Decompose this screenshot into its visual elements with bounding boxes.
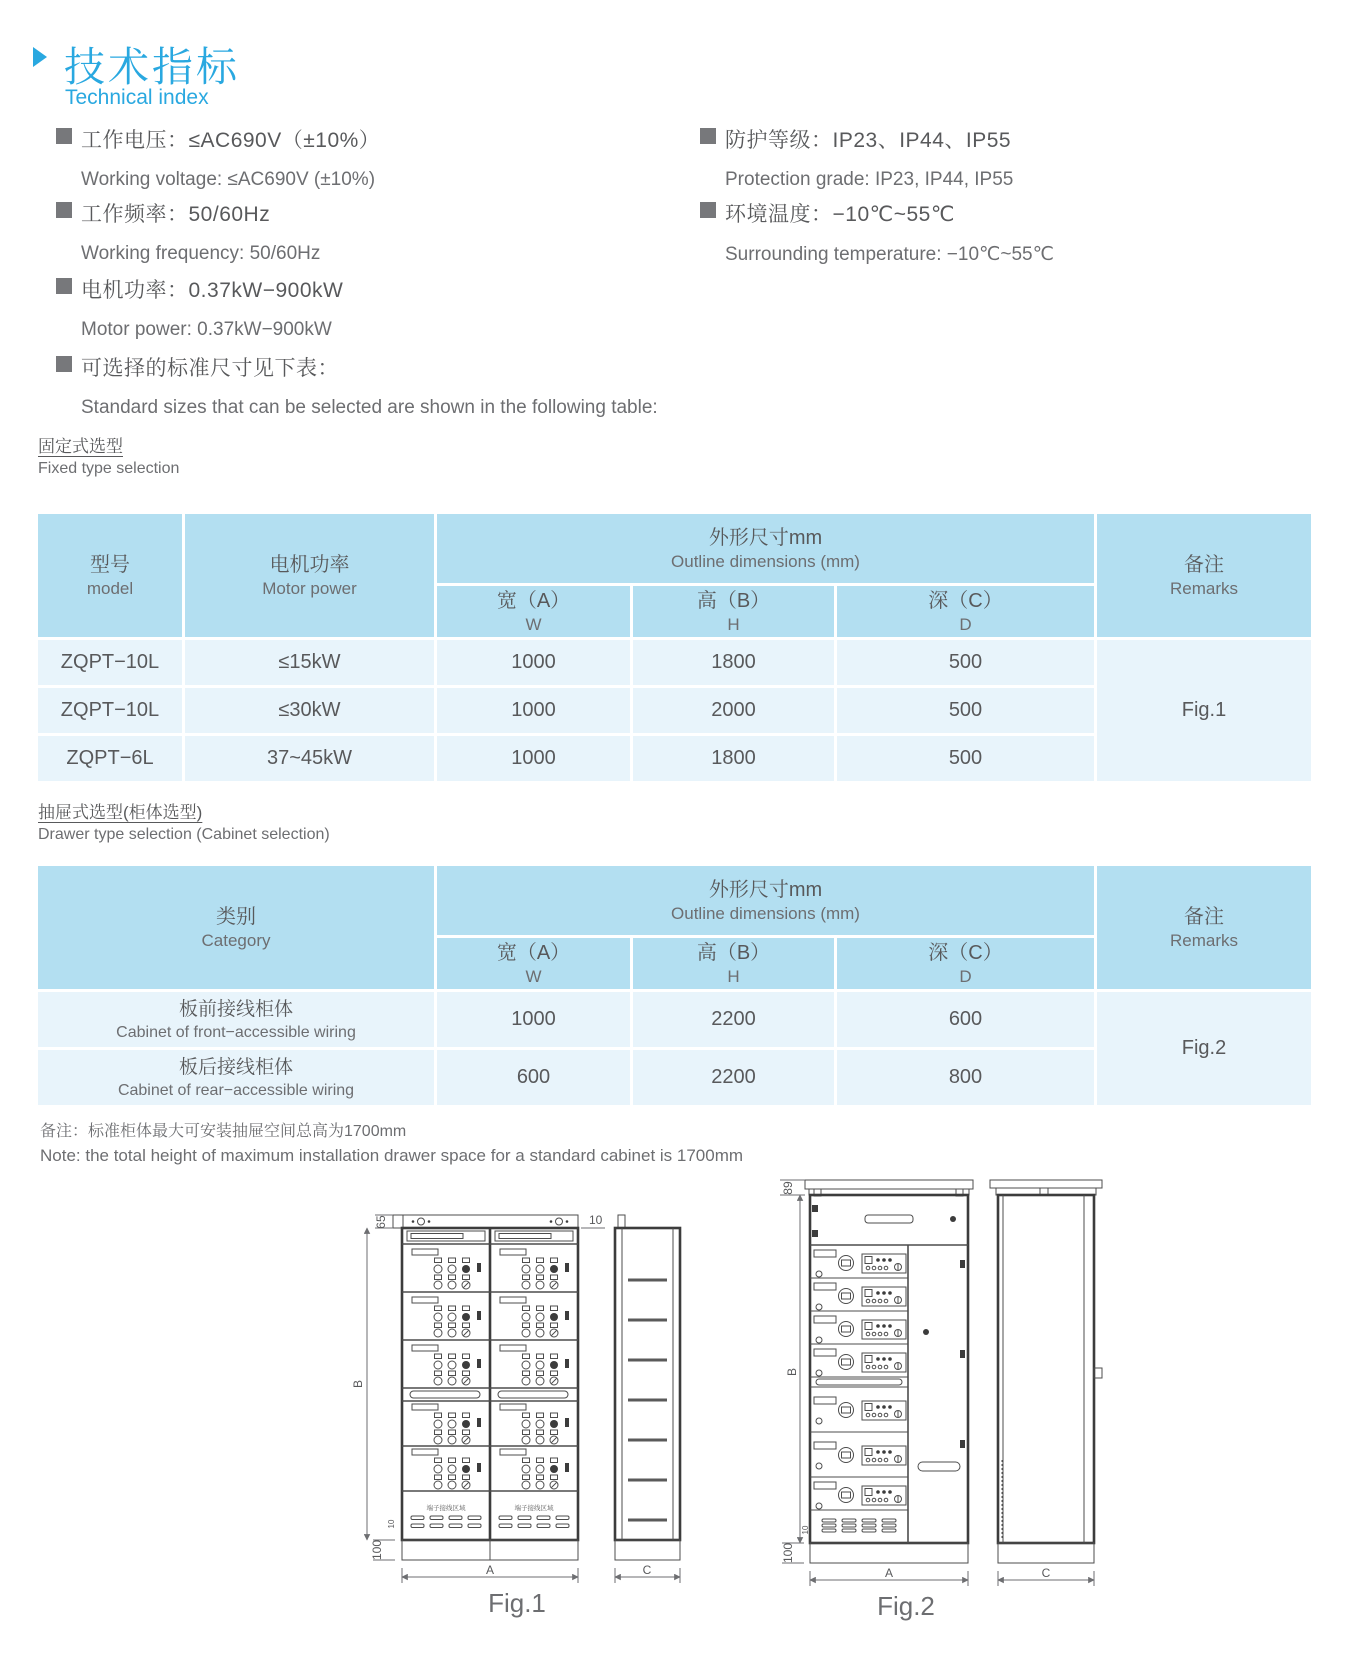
spec-surrounding-temperature — [700, 198, 1054, 266]
col-header-power: 电机功率 Motor power — [184, 513, 436, 639]
cell-height: 1800 — [632, 639, 836, 687]
cell-model: ZQPT−10L — [37, 687, 184, 735]
cell-depth: 800 — [836, 1049, 1096, 1107]
spec-en: Standard sizes that can be selected are shown in the following table: — [81, 397, 658, 418]
drawer-type-table — [35, 863, 1314, 1108]
fig2-cabinet-side — [998, 1195, 1094, 1543]
spec-zh: 防护等级：IP23、IP44、IP55 — [725, 129, 1012, 152]
cell-height: 1800 — [632, 735, 836, 783]
spec-working-voltage — [56, 124, 380, 191]
fig1-dim-lip: 10 — [589, 1213, 603, 1227]
cell-depth: 500 — [836, 735, 1096, 783]
cell-model: ZQPT−10L — [37, 639, 184, 687]
square-bullet-icon — [700, 202, 716, 218]
square-bullet-icon — [700, 128, 716, 144]
fig1-drawing — [345, 1180, 690, 1620]
spec-en: Working voltage: ≤AC690V (±10%) — [81, 169, 376, 190]
note-en: Note: the total height of maximum installation drawer space for a standard cabinet is 1700mm — [40, 1146, 744, 1165]
table-row — [37, 639, 1313, 687]
cell-category: 板后接线柜体 Cabinet of rear−accessible wiring — [37, 1049, 436, 1107]
col-header-height: 高（B） H — [632, 937, 836, 991]
cell-depth: 500 — [836, 687, 1096, 735]
fig2-dim-gap: 10 — [801, 1525, 810, 1535]
col-header-dimensions: 外形尺寸mm Outline dimensions (mm) — [436, 513, 1096, 585]
cell-height: 2200 — [632, 1049, 836, 1107]
cell-power: ≤15kW — [184, 639, 436, 687]
fig2-dim-height: B — [785, 1367, 799, 1377]
fig2-handle-bar — [816, 1379, 902, 1385]
cell-model: ZQPT−6L — [37, 735, 184, 783]
square-bullet-icon — [56, 128, 72, 144]
col-header-dimensions: 外形尺寸mm Outline dimensions (mm) — [436, 865, 1096, 937]
cell-depth: 500 — [836, 639, 1096, 687]
col-header-width: 宽（A） W — [436, 585, 632, 639]
fig1-dim-depth: C — [642, 1563, 652, 1577]
fig1-terminal-label: 端子接线区域 — [514, 1505, 554, 1512]
fig2-door-handle — [918, 1462, 960, 1471]
fig1-dim-base: 100 — [370, 1539, 384, 1561]
fig1-caption: Fig.1 — [488, 1588, 546, 1618]
cell-width: 1000 — [436, 735, 632, 783]
cell-category: 板前接线柜体 Cabinet of front−accessible wiring — [37, 991, 436, 1049]
fig2-top-plate — [805, 1180, 973, 1189]
spec-en: Surrounding temperature: −10℃~55℃ — [725, 244, 1054, 265]
fig2-dim-width: A — [884, 1566, 894, 1580]
col-header-width: 宽（A） W — [436, 937, 632, 991]
fig2-drawing — [710, 1110, 1110, 1655]
col-header-remarks: 备注 Remarks — [1096, 865, 1313, 991]
col-header-depth: 深（C） D — [836, 937, 1096, 991]
col-header-height: 高（B） H — [632, 585, 836, 639]
fixed-type-table — [35, 511, 1314, 784]
square-bullet-icon — [56, 202, 72, 218]
fig1-dim-gap: 10 — [387, 1519, 396, 1529]
fig2-dim-plate: 89 — [781, 1181, 795, 1195]
spec-working-frequency — [56, 198, 320, 265]
cell-depth: 600 — [836, 991, 1096, 1049]
fixed-section-title-en: Fixed type selection — [38, 460, 180, 477]
cell-power: 37~45kW — [184, 735, 436, 783]
spec-motor-power — [56, 274, 343, 341]
cell-remarks: Fig.2 — [1096, 991, 1313, 1107]
spec-standard-sizes — [56, 352, 658, 419]
col-header-model: 型号 model — [37, 513, 184, 639]
cell-width: 1000 — [436, 687, 632, 735]
fig2-dim-depth: C — [1041, 1566, 1051, 1580]
spec-zh: 电机功率：0.37kW−900kW — [81, 279, 344, 302]
cell-power: ≤30kW — [184, 687, 436, 735]
cell-height: 2200 — [632, 991, 836, 1049]
drawer-section-title-en: Drawer type selection (Cabinet selection) — [38, 826, 330, 843]
col-header-depth: 深（C） D — [836, 585, 1096, 639]
spec-en: Working frequency: 50/60Hz — [81, 243, 321, 264]
spec-zh: 可选择的标准尺寸见下表： — [81, 357, 339, 380]
spec-en: Protection grade: IP23, IP44, IP55 — [725, 169, 1014, 190]
square-bullet-icon — [56, 356, 72, 372]
spec-zh: 环境温度：−10℃~55℃ — [725, 203, 955, 226]
square-bullet-icon — [56, 278, 72, 294]
col-header-category: 类别 Category — [37, 865, 436, 991]
page-title-en: Technical index — [65, 86, 209, 109]
fig1-handle-bar — [410, 1391, 480, 1398]
cell-width: 600 — [436, 1049, 632, 1107]
fixed-section-title: 固定式选型 — [38, 437, 123, 456]
fig1-dim-width: A — [485, 1563, 495, 1577]
spec-zh: 工作电压：≤AC690V（±10%） — [81, 129, 381, 152]
note-zh: 备注：标准柜体最大可安装抽屉空间总高为1700mm — [40, 1123, 407, 1140]
fig2-caption: Fig.2 — [877, 1591, 935, 1621]
fig1-dim-height: B — [351, 1379, 365, 1389]
fig2-drawer-handle — [865, 1215, 913, 1223]
fig1-terminal-label: 端子接线区域 — [426, 1505, 466, 1512]
cell-height: 2000 — [632, 687, 836, 735]
fig1-dim-plate: 65 — [374, 1215, 388, 1229]
fig1-cabinet-side — [615, 1228, 680, 1540]
fig2-dim-base: 100 — [781, 1542, 795, 1564]
cell-width: 1000 — [436, 639, 632, 687]
cell-remarks: Fig.1 — [1096, 639, 1313, 783]
fig2-base — [810, 1543, 968, 1563]
spec-zh: 工作频率：50/60Hz — [81, 203, 271, 226]
spec-en: Motor power: 0.37kW−900kW — [81, 319, 332, 340]
title-arrow-icon — [33, 47, 47, 67]
page-title: 技术指标 — [64, 44, 240, 90]
fig1-handle-bar — [498, 1391, 568, 1398]
spec-protection-grade — [700, 124, 1013, 191]
col-header-remarks: 备注 Remarks — [1096, 513, 1313, 639]
drawer-section-title: 抽屉式选型(柜体选型) — [38, 803, 203, 822]
cell-width: 1000 — [436, 991, 632, 1049]
fig1-plate-tab — [393, 1215, 403, 1228]
table-row — [37, 991, 1313, 1049]
